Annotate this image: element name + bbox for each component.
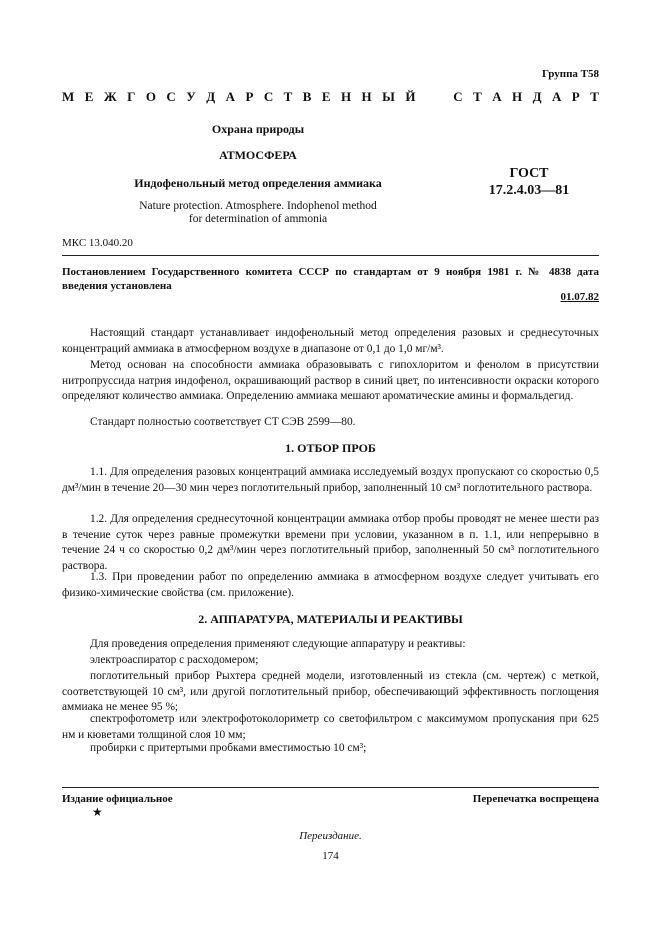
clause-1-1: 1.1. Для определения разовых концентраций аммиака исследуемый воздух пропускают со скоростью 0,5 дм³/мин в течение 20—30 мин через поглотительный прибор, заполненный 10 см³ поглотительного раствора. — [62, 466, 599, 494]
star-icon: ★ — [92, 805, 103, 819]
official-edition: Издание официальное — [62, 793, 173, 805]
heading-letter: Й — [405, 89, 416, 104]
heading-letter: Ы — [382, 89, 395, 104]
section-2-heading: 2. АППАРАТУРА, МАТЕРИАЛЫ И РЕАКТИВЫ — [198, 612, 463, 626]
reissue-note: Переиздание. — [299, 830, 362, 842]
heading-letter: Е — [84, 89, 94, 104]
heading-letter: Н — [512, 89, 523, 104]
english-title-1: Nature protection. Atmosphere. Indophenol method — [139, 200, 377, 212]
decree-text: Постановлением Государственного комитета СССР по стандартам от 9 ноября 1981 г. № 4838 дата введения установлена — [62, 266, 599, 292]
title-line-3: Индофенольный метод определения аммиака — [134, 176, 382, 190]
heading-letter: С — [453, 89, 463, 104]
title-line-2: АТМОСФЕРА — [219, 148, 297, 162]
heading-letter: Е — [321, 89, 331, 104]
heading-gap — [440, 89, 443, 105]
heading-letter: М — [62, 89, 75, 104]
gost-label: ГОСТ — [509, 166, 549, 181]
section-1-heading: 1. ОТБОР ПРОБ — [285, 441, 376, 455]
intro-paragraph-3: Стандарт полностью соответствует СТ СЭВ 2599—80. — [90, 416, 356, 428]
footer-rule — [62, 787, 599, 788]
heading-letter: Ж — [103, 89, 117, 104]
heading-letter: У — [186, 89, 196, 104]
equipment-item-4: пробирки с притертыми пробками вместимостью 10 см³; — [90, 742, 367, 754]
heading-letter: Д — [532, 89, 542, 104]
heading-letter: С — [166, 89, 176, 104]
intro-paragraph-2: Метод основан на способности аммиака образовывать с гипохлоритом и фенолом в присутствии нитропруссида натрия индофенол, окрашивающий раствор в синий цвет, по интенсивности окраски которого определяют количество аммиака. Определению аммиака мешают ароматические амины и формальдегид. — [62, 359, 599, 403]
heading-letter: Н — [340, 89, 352, 104]
equipment-item-2: поглотительный прибор Рыхтера средней модели, изготовленный из стекла (см. чертеж) с меткой, соответствующей 10 см³, или другой поглотительный прибор, обеспечивающий эффективность поглощения аммиака не менее 95 %; — [62, 670, 599, 714]
heading-letter: Н — [361, 89, 372, 104]
mks-code: МКС 13.040.20 — [62, 237, 133, 249]
heading-letter: Г — [127, 89, 136, 104]
heading-letter: Т — [473, 89, 482, 104]
clause-1-3: 1.3. При проведении работ по определению аммиака в атмосферном воздухе следует учитывать его физико-химические свойства (см. приложение). — [62, 571, 599, 599]
heading-letter: Д — [206, 89, 216, 104]
reprint-prohibited: Перепечатка воспрещена — [472, 793, 599, 805]
heading-letter: С — [263, 89, 274, 104]
heading-letter: А — [551, 89, 562, 104]
heading-letter: В — [302, 89, 312, 104]
english-title-2: for determination of ammonia — [188, 213, 328, 225]
gost-designation — [454, 165, 604, 199]
group-code: Группа Т58 — [541, 68, 599, 80]
heading-letter: А — [225, 89, 235, 104]
header-rule — [62, 255, 599, 256]
clause-1-2: 1.2. Для определения среднесуточной концентрации аммиака отбор пробы проводят не менее шести раз в течение суток через равные промежутки времени при условии, указанном в п. 1.1, или непрерывно в течение 24 ч со скоростью 0,2 дм³/мин через поглотительный прибор, заполненный 50 см³ поглотительного раствора. — [62, 513, 599, 572]
heading-letter: Т — [283, 89, 293, 104]
equipment-intro: Для проведения определения применяют следующие аппаратуру и реактивы: — [90, 638, 466, 650]
heading-gap — [426, 89, 429, 105]
equipment-item-3: спектрофотометр или электрофотоколориметр со светофильтром с максимумом пропускания при 625 нм и кюветами толщиной слоя 10 мм; — [62, 713, 599, 741]
equipment-item-1: электроаспиратор с расходомером; — [90, 654, 259, 666]
heading-letter: Р — [245, 89, 254, 104]
heading-letter: О — [145, 89, 156, 104]
title-line-1: Охрана природы — [211, 122, 305, 136]
heading-letter: А — [492, 89, 502, 104]
interstate-standard-heading — [62, 89, 599, 105]
introduction-date: 01.07.82 — [560, 291, 599, 303]
intro-paragraph-1: Настоящий стандарт устанавливает индофенольный метод определения разовых и среднесуточных концентраций аммиака в атмосферном воздухе в диапазоне от 0,1 до 1,0 мг/м³. — [62, 327, 599, 355]
heading-letter: Т — [590, 89, 599, 104]
heading-letter: Р — [571, 89, 580, 104]
page-number: 174 — [322, 850, 339, 862]
gost-number: 17.2.4.03—81 — [488, 183, 570, 198]
